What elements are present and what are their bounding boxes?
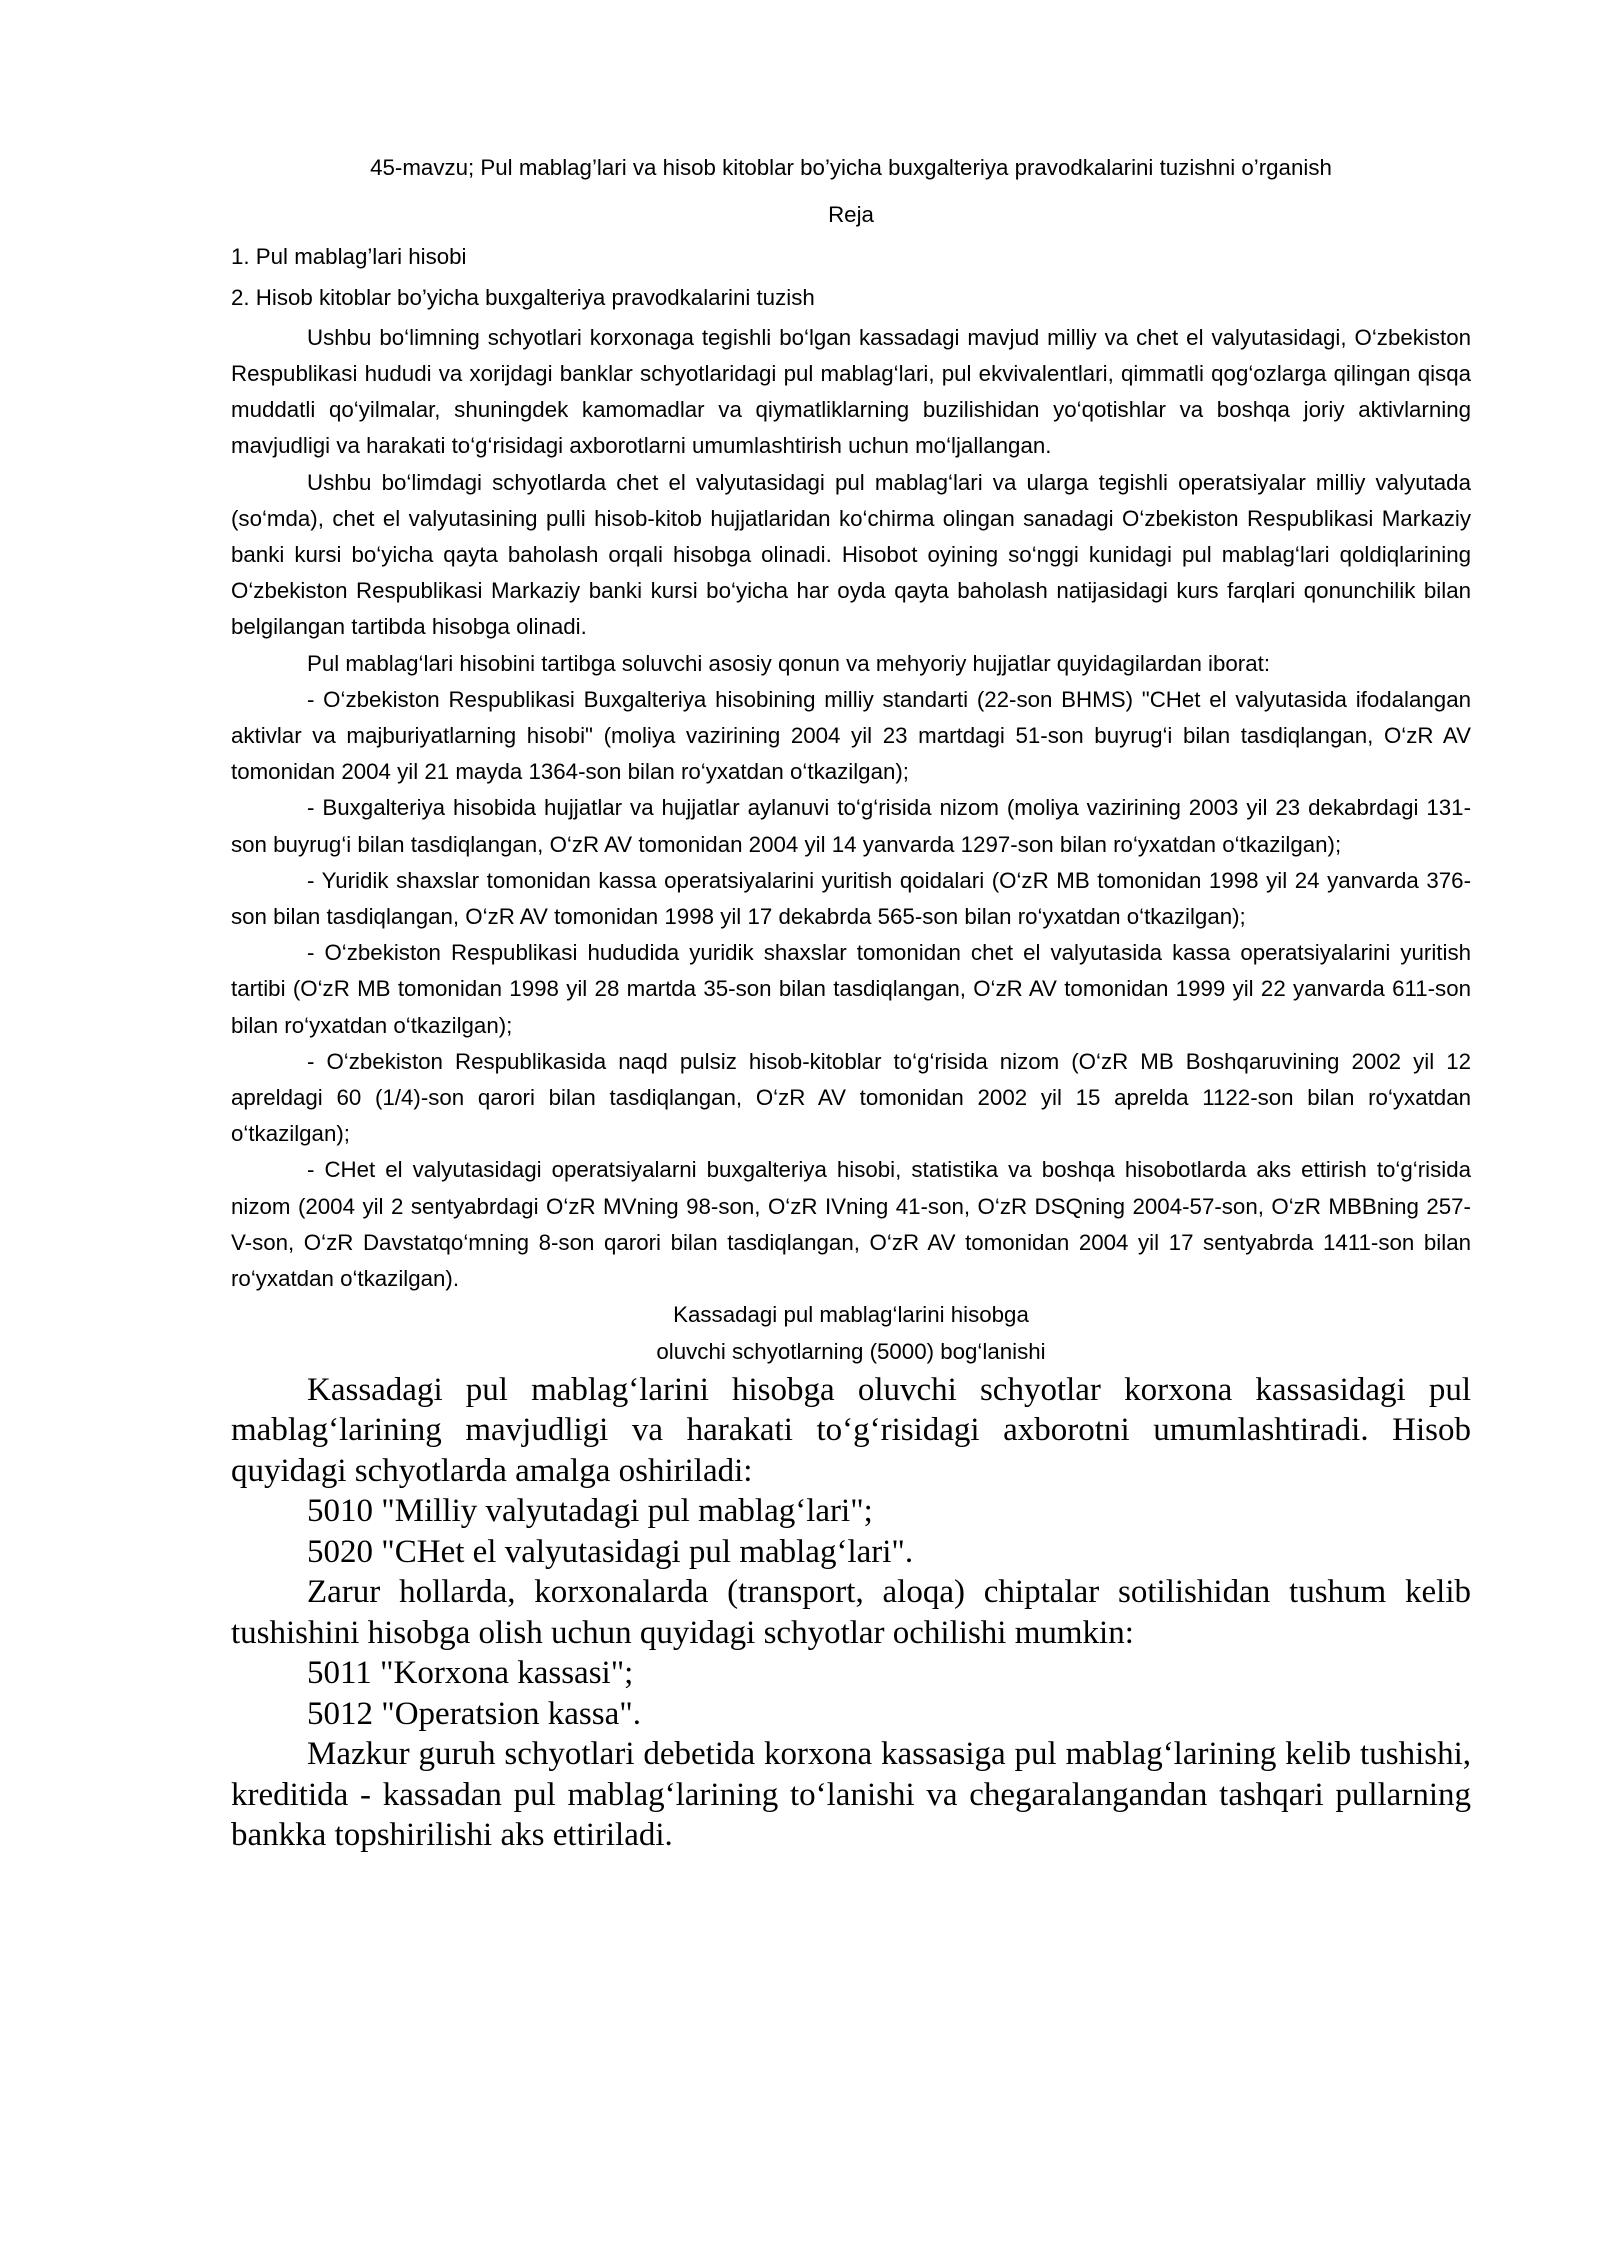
plan-heading: Reja — [828, 202, 874, 228]
regulation-list-item: - O‘zbekiston Respublikasida naqd pulsiz hisob-kitoblar to‘g‘risida nizom (O‘zR MB Boshqaruvining 2002 yil 12 apreldagi 60 (1/4)-son qarori bilan tasdiqlangan, O‘zR AV tomonidan 2002 yil 15 aprelda 1122-son bilan ro‘yxatdan o‘tkazilgan); — [231, 1048, 1471, 1147]
account-item: 5012 "Operatsion kassa". — [307, 1695, 641, 1732]
regulation-list-item: - Yuridik shaxslar tomonidan kassa operatsiyalarini yuritish qoidalari (O‘zR MB tomonidan 1998 yil 24 yanvarda 376-son bilan tasdiqlangan, O‘zR AV tomonidan 1998 yil 17 dekabrda 565-son bilan ro‘yxatdan o‘tkazilgan); — [231, 867, 1471, 930]
regulation-list-item: - CHet el valyutasidagi operatsiyalarni buxgalteriya hisobi, statistika va boshqa hisobotlarda aks ettirish to‘g‘risida nizom (2004 yil 2 sentyabrdagi O‘zR MVning 98-son, O‘zR IVning 41-son, O‘zR DSQning 2004-57-son, O‘zR MBBning 257-V-son, O‘zR Davstatqo‘mning 8-son qarori bilan tasdiqlangan, O‘zR AV tomonidan 2004 yil 17 sentyabrda 1411-son bilan ro‘yxatdan o‘tkazilgan). — [231, 1157, 1471, 1292]
plan-item: 2. Hisob kitoblar bo’yicha buxgalteriya pravodkalarini tuzish — [231, 284, 815, 310]
document-title: 45-mavzu; Pul mablag’lari va hisob kitoblar bo’yicha buxgalteriya pravodkalarini tuzishni o’rganish — [370, 155, 1332, 180]
plan-item: 1. Pul mablag’lari hisobi — [231, 244, 467, 270]
section-paragraph: Mazkur guruh schyotlari debetida korxona kassasiga pul mablag‘larining kelib tushishi, kreditida - kassadan pul mablag‘larining to‘lanishi va chegaralangandan tashqari pullarning bankka topshirilishi aks ettiriladi. — [231, 1736, 1471, 1854]
regulation-list-item: - O‘zbekiston Respublikasi hududida yuridik shaxslar tomonidan chet el valyutasida kassa operatsiyalarini yuritish tartibi (O‘zR MB tomonidan 1998 yil 28 martda 35-son bilan tasdiqlangan, O‘zR AV tomonidan 1999 yil 22 yanvarda 611-son bilan ro‘yxatdan o‘tkazilgan); — [231, 940, 1471, 1038]
regulation-list-item: - O‘zbekiston Respublikasi Buxgalteriya hisobining milliy standarti (22-son BHMS) "CHet el valyutasida ifodalangan aktivlar va majburiyatlarning hisobi" (moliya vazirining 2004 yil 23 martdagi 51-son buyrug‘i bilan tasdiqlangan, O‘zR AV tomonidan 2004 yil 21 mayda 1364-son bilan ro‘yxatdan o‘tkazilgan); — [231, 686, 1471, 785]
body-paragraph: Ushbu bo‘limning schyotlari korxonaga tegishli bo‘lgan kassadagi mavjud milliy va chet el valyutasidagi, O‘zbekiston Respublikasi hududi va xorijdagi banklar schyotlaridagi pul mablag‘lari, pul ekvivalentlari, qimmatli qog‘ozlarga qilingan qisqa muddatli qo‘yilmalar, shuningdek kamomadlar va qiymatliklarning buzilishidan yo‘qotishlar va boshqa joriy aktivlarning mavjudligi va harakati to‘g‘risidagi axborotlarni umumlashtirish uchun mo‘ljallangan. — [231, 324, 1471, 459]
account-item: 5020 "CHet el valyutasidagi pul mablag‘lari". — [307, 1533, 914, 1570]
body-paragraph: Pul mablag‘lari hisobini tartibga soluvchi asosiy qonun va mehyoriy hujjatlar quyidagilardan iborat: — [307, 650, 1271, 676]
body-paragraph: Ushbu bo‘limdagi schyotlarda chet el valyutasidagi pul mablag‘lari va ularga tegishli operatsiyalar milliy valyutada (so‘mda), chet el valyutasining pulli hisob-kitob hujjatlaridan ko‘chirma olingan sanadagi O‘zbekiston Respublikasi Markaziy banki kursi bo‘yicha qayta baholash orqali hisobga olinadi. Hisobot oyining so‘nggi kunidagi pul mablag‘lari qoldiqlarining O‘zbekiston Respublikasi Markaziy banki kursi bo‘yicha har oyda qayta baholash natijasidagi kurs farqlari qonunchilik bilan belgilangan tartibda hisobga olinadi. — [231, 469, 1471, 640]
section-heading-line: oluvchi schyotlarning (5000) bog‘lanishi — [656, 1338, 1046, 1364]
regulation-list-item: - Buxgalteriya hisobida hujjatlar va hujjatlar aylanuvi to‘g‘risida nizom (moliya vazirining 2003 yil 23 dekabrdagi 131-son buyrug‘i bilan tasdiqlangan, O‘zR AV tomonidan 2004 yil 14 yanvarda 1297-son bilan ro‘yxatdan o‘tkazilgan); — [231, 795, 1471, 857]
section-paragraph: Kassadagi pul mablag‘larini hisobga oluvchi schyotlar korxona kassasidagi pul mablag‘larining mavjudligi va harakati to‘g‘risidagi axborotni umumlashtiradi. Hisob quyidagi schyotlarda amalga oshiriladi: — [231, 1371, 1471, 1489]
account-item: 5010 "Milliy valyutadagi pul mablag‘lari"; — [307, 1493, 873, 1530]
section-paragraph: Zarur hollarda, korxonalarda (transport, aloqa) chiptalar sotilishidan tushum kelib tushishini hisobga olish uchun quyidagi schyotlar ochilishi mumkin: — [231, 1574, 1471, 1651]
document-page — [231, 150, 1471, 1856]
section-heading-line: Kassadagi pul mablag‘larini hisobga — [673, 1302, 1029, 1328]
account-item: 5011 "Korxona kassasi"; — [307, 1655, 634, 1692]
